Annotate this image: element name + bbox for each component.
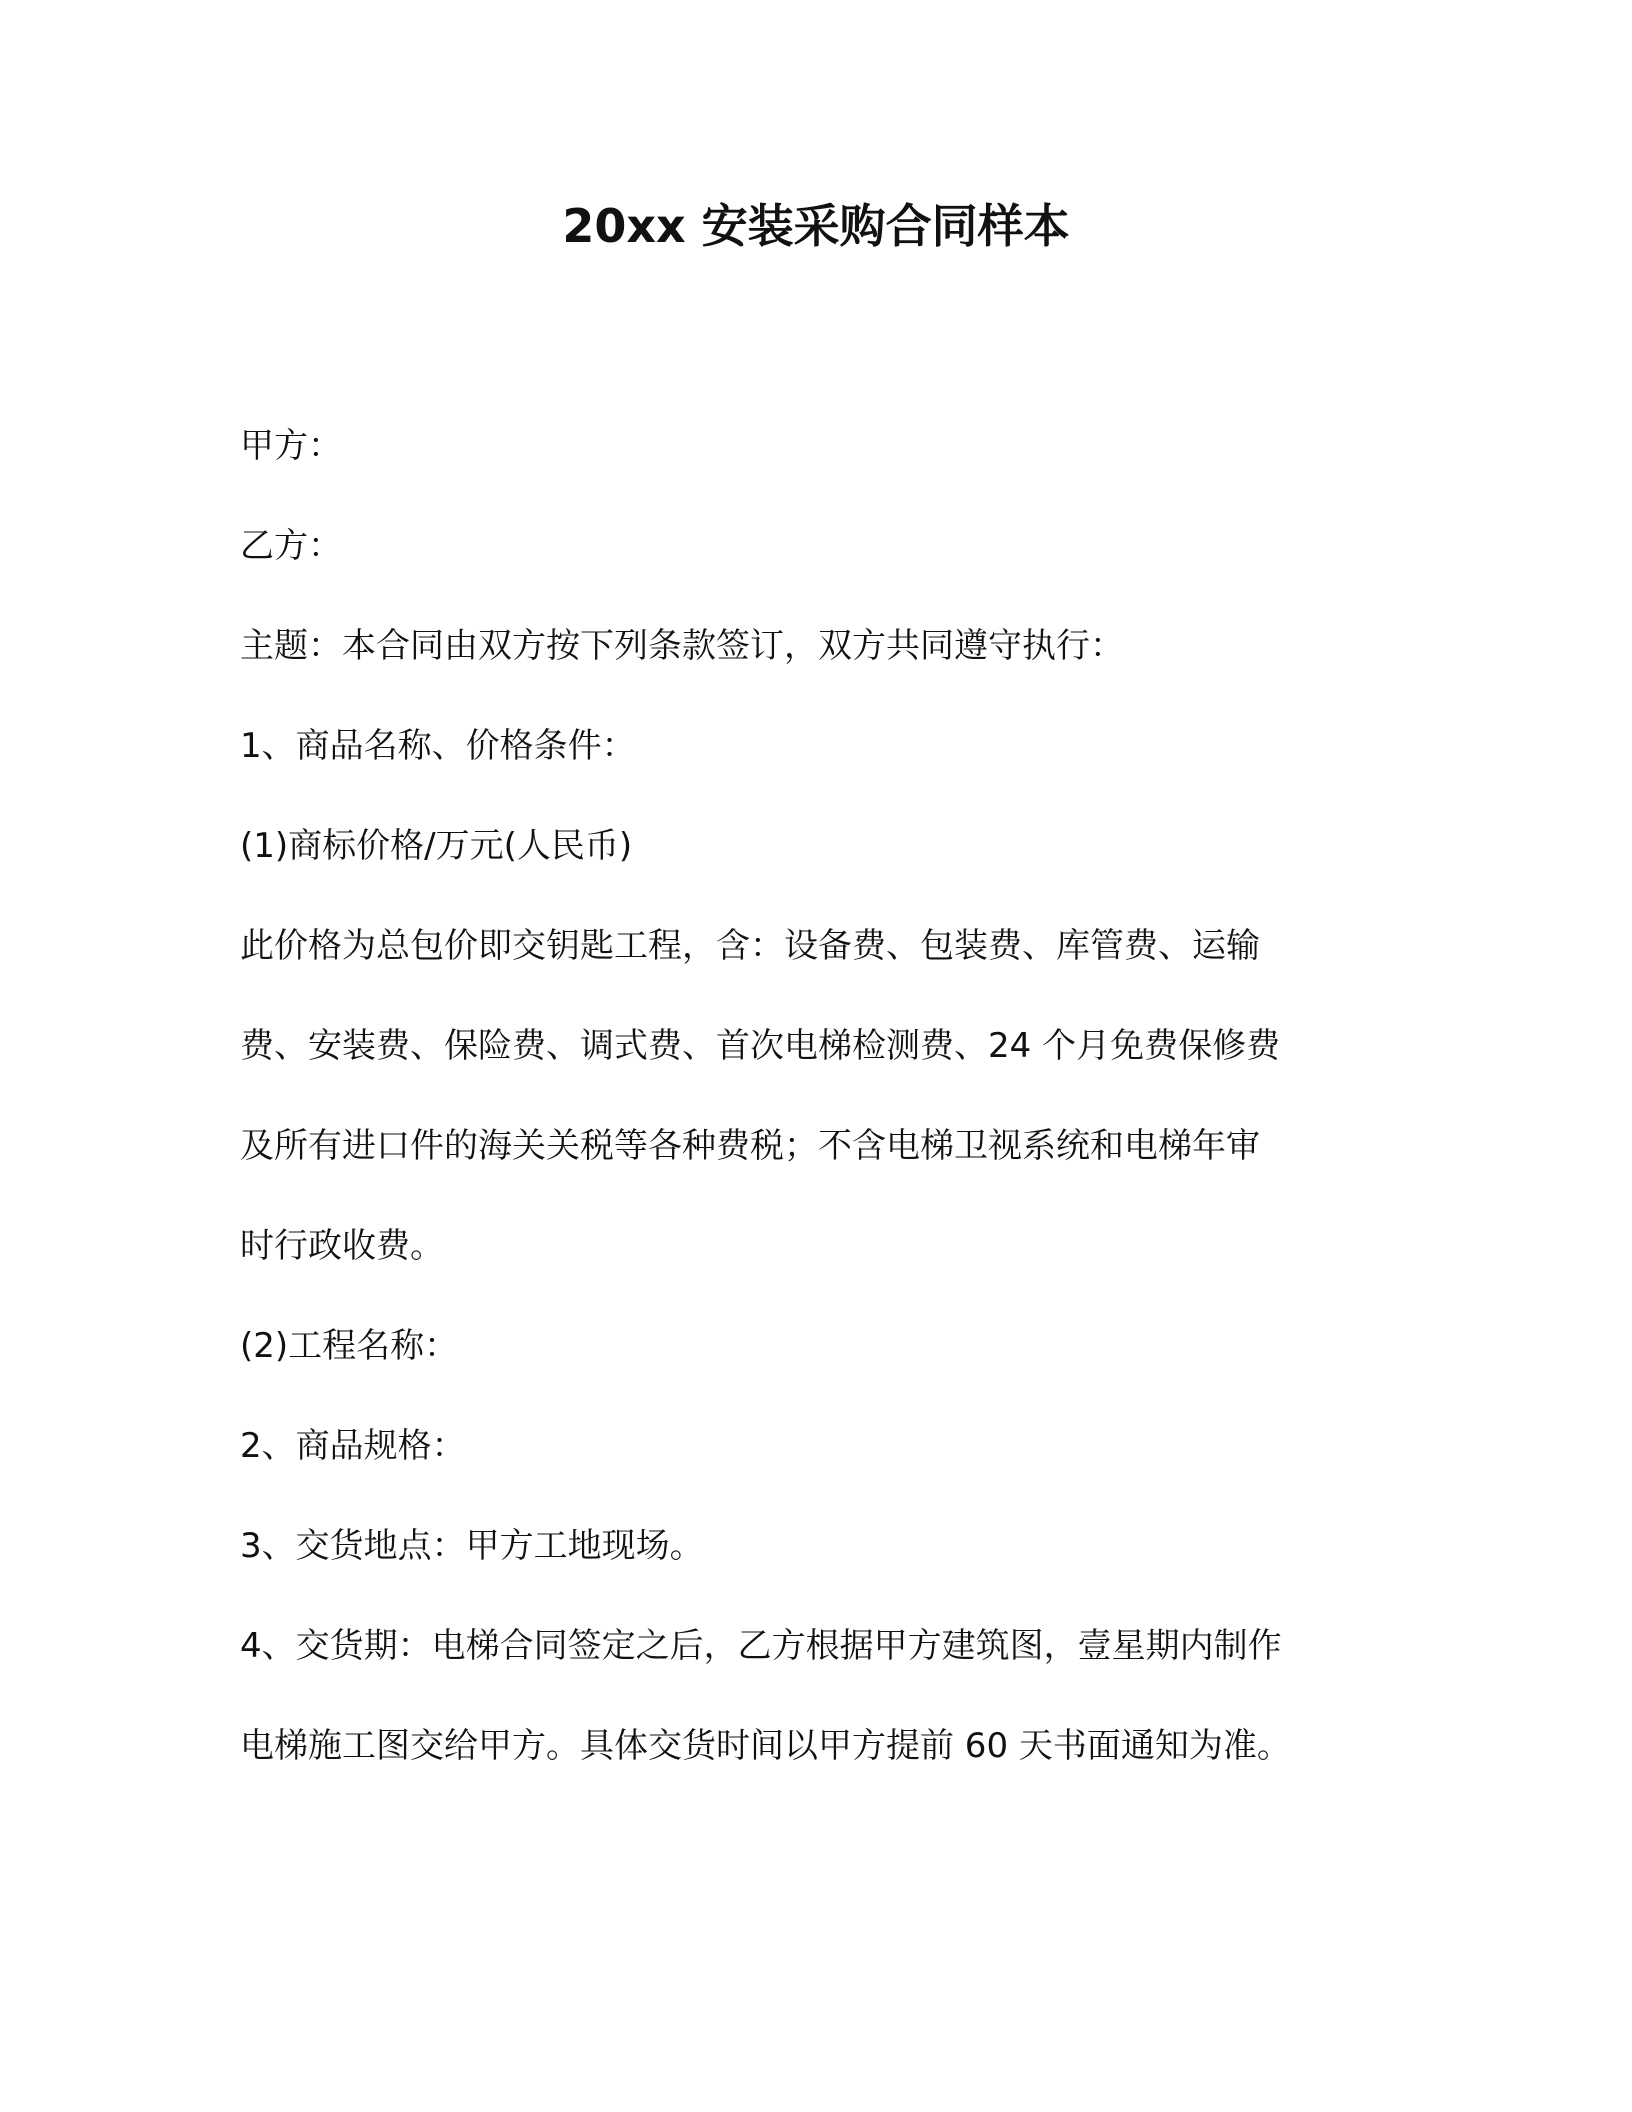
document-title: 20xx 安装采购合同样本 (562, 199, 1070, 253)
clause-2-heading: 2、商品规格： (240, 1426, 466, 1466)
price-description-line-1: 此价格为总包价即交钥匙工程，含：设备费、包装费、库管费、运输 (240, 926, 1260, 966)
party-b-line: 乙方： (240, 526, 342, 566)
clause-3-line: 3、交货地点：甲方工地现场。 (240, 1526, 704, 1566)
clause-1-1-heading: (1)商标价格/万元(人民币) (240, 826, 633, 866)
clause-1-heading: 1、商品名称、价格条件： (240, 726, 636, 766)
party-a-line: 甲方： (240, 426, 342, 466)
clause-4-line-1: 4、交货期：电梯合同签定之后，乙方根据甲方建筑图，壹星期内制作 (240, 1626, 1282, 1666)
subject-line: 主题：本合同由双方按下列条款签订，双方共同遵守执行： (240, 626, 1124, 666)
price-description-line-4: 时行政收费。 (240, 1226, 444, 1266)
clause-4-line-2: 电梯施工图交给甲方。具体交货时间以甲方提前 60 天书面通知为准。 (240, 1726, 1291, 1766)
price-description-line-3: 及所有进口件的海关关税等各种费税；不含电梯卫视系统和电梯年审 (240, 1126, 1260, 1166)
clause-1-2-heading: (2)工程名称： (240, 1326, 459, 1366)
price-description-line-2: 费、安装费、保险费、调式费、首次电梯检测费、24 个月免费保修费 (240, 1026, 1281, 1066)
